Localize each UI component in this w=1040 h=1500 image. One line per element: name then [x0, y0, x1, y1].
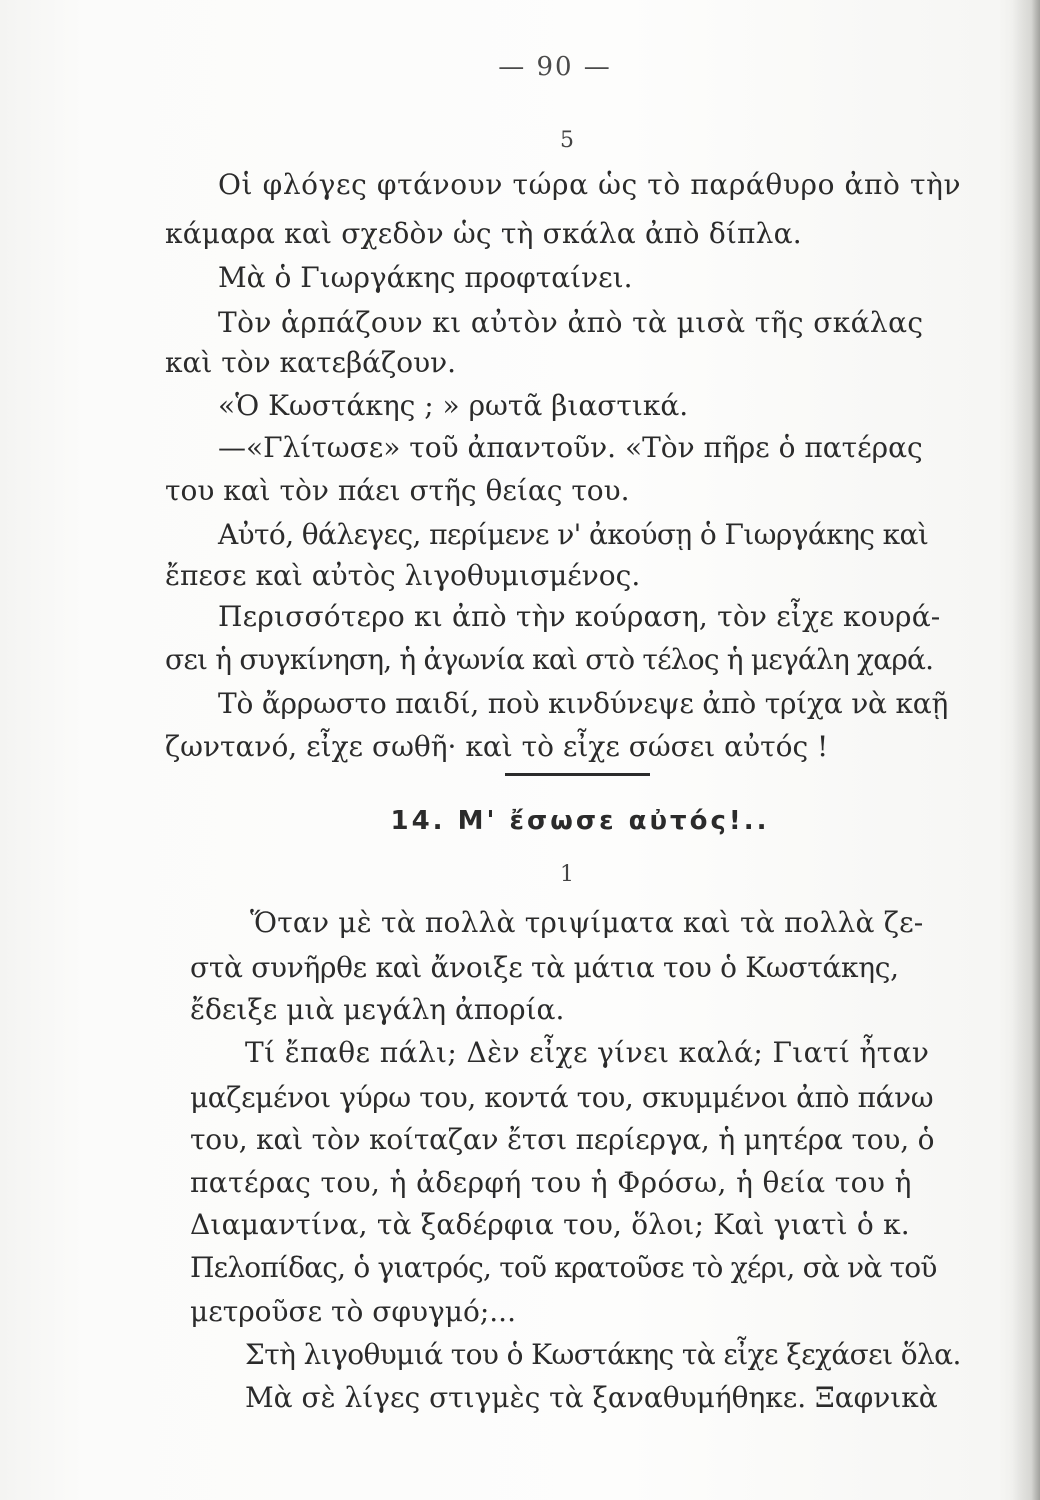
- text-line: Στὴ λιγοθυμιά του ὁ Κωστάκης τὰ εἶχε ξεχάσει ὅλα.: [245, 1338, 961, 1371]
- text-line: Περισσότερο κι ἀπὸ τὴν κούραση, τὸν εἶχε κουρά-: [218, 600, 941, 633]
- chapter-title: 14. Μ' ἔσωσε αὐτός!..: [390, 806, 770, 836]
- text-line: Τὸν ἁρπάζουν κι αὐτὸν ἀπὸ τὰ μισὰ τῆς σκάλας: [218, 306, 924, 339]
- binding-shadow: [1012, 0, 1040, 1500]
- text-line: του, καὶ τὸν κοίταζαν ἔτσι περίεργα, ἡ μητέρα του, ὁ: [190, 1123, 935, 1156]
- text-line: «Ὁ Κωστάκης ; » ρωτᾶ βιαστικά.: [218, 389, 689, 422]
- text-line: Αὐτό, θάλεγες, περίμενε ν' ἀκούσῃ ὁ Γιωργάκης καὶ: [218, 518, 929, 551]
- section-number: 5: [560, 128, 574, 153]
- text-line: σει ἡ συγκίνηση, ἡ ἀγωνία καὶ στὸ τέλος ἡ μεγάλη χαρά.: [165, 643, 934, 676]
- text-line: Διαμαντίνα, τὰ ξαδέρφια του, ὅλοι; Καὶ γιατὶ ὁ κ.: [190, 1208, 910, 1241]
- text-line: ἔπεσε καὶ αὐτὸς λιγοθυμισμένος.: [165, 559, 641, 592]
- text-line: πατέρας του, ἡ ἀδερφή του ἡ Φρόσω, ἡ θεία του ἡ: [190, 1166, 912, 1199]
- text-line: Μὰ σὲ λίγες στιγμὲς τὰ ξαναθυμήθηκε. Ξαφνικὰ: [245, 1381, 938, 1414]
- page-number: — 90 —: [498, 52, 612, 82]
- text-line: ζωντανό, εἶχε σωθῆ· καὶ τὸ εἶχε σώσει αὐτός !: [165, 730, 829, 763]
- text-line: Μὰ ὁ Γιωργάκης προφταίνει.: [218, 261, 633, 294]
- text-line: ἔδειξε μιὰ μεγάλη ἀπορία.: [190, 993, 565, 1026]
- chapter-part-number: 1: [560, 862, 574, 887]
- text-line: στὰ συνῆρθε καὶ ἄνοιξε τὰ μάτια του ὁ Κωστάκης,: [190, 951, 899, 984]
- text-line: —«Γλίτωσε» τοῦ ἀπαντοῦν. «Τὸν πῆρε ὁ πατέρας: [218, 431, 923, 464]
- text-line: Ὅταν μὲ τὰ πολλὰ τριψίματα καὶ τὰ πολλὰ ζε-: [250, 906, 924, 939]
- text-line: Τί ἔπαθε πάλι; Δὲν εἶχε γίνει καλά; Γιατί ἦταν: [245, 1036, 930, 1069]
- text-line: Τὸ ἄρρωστο παιδί, ποὺ κινδύνεψε ἀπὸ τρίχα νὰ καῇ: [218, 687, 949, 720]
- text-line: Πελοπίδας, ὁ γιατρός, τοῦ κρατοῦσε τὸ χέρι, σὰ νὰ τοῦ: [190, 1251, 937, 1284]
- text-line: μαζεμένοι γύρω του, κοντά του, σκυμμένοι ἀπὸ πάνω: [190, 1081, 934, 1114]
- text-line: Οἱ φλόγες φτάνουν τώρα ὡς τὸ παράθυρο ἀπὸ τὴν: [218, 168, 962, 201]
- text-line: κάμαρα καὶ σχεδὸν ὡς τὴ σκάλα ἀπὸ δίπλα.: [165, 217, 802, 250]
- text-line: μετροῦσε τὸ σφυγμό;...: [190, 1295, 516, 1328]
- section-divider: [505, 773, 650, 776]
- text-line: καὶ τὸν κατεβάζουν.: [165, 346, 457, 379]
- text-line: του καὶ τὸν πάει στῆς θείας του.: [165, 474, 630, 507]
